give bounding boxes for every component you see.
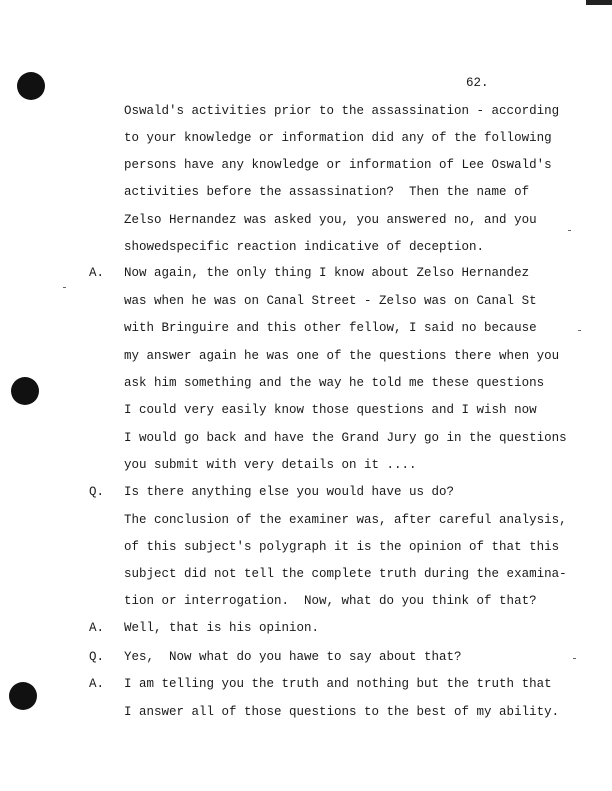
transcript-line: Zelso Hernandez was asked you, you answered no, and you (124, 213, 537, 227)
punch-hole-top (17, 72, 45, 100)
speaker-label: A. (89, 266, 105, 280)
speaker-label: A. (89, 621, 105, 635)
transcript-line: subject did not tell the complete truth during the examina- (124, 567, 567, 581)
transcript-line: Yes, Now what do you hawe to say about that? (124, 650, 462, 664)
page-number: 62. (466, 76, 489, 90)
speaker-label: A. (89, 677, 105, 691)
punch-hole-middle (11, 377, 39, 405)
punch-hole-bottom (9, 682, 37, 710)
scan-corner-mark (586, 0, 612, 5)
scan-speck (568, 230, 571, 231)
transcript-line: I would go back and have the Grand Jury go in the questions (124, 431, 567, 445)
speaker-label: Q. (89, 485, 105, 499)
transcript-line: with Bringuire and this other fellow, I said no because (124, 321, 537, 335)
scan-speck (578, 330, 581, 331)
transcript-line: tion or interrogation. Now, what do you think of that? (124, 594, 537, 608)
transcript-line: Well, that is his opinion. (124, 621, 320, 635)
transcript-line: activities before the assassination? Then the name of (124, 185, 530, 199)
transcript-line: was when he was on Canal Street - Zelso was on Canal St (124, 294, 537, 308)
speaker-label: Q. (89, 650, 105, 664)
transcript-line: I could very easily know those questions and I wish now (124, 403, 537, 417)
transcript-line: ask him something and the way he told me these questions (124, 376, 545, 390)
transcript-line: my answer again he was one of the questions there when you (124, 349, 560, 363)
transcript-line: Oswald's activities prior to the assassination - according (124, 104, 560, 118)
transcript-line: persons have any knowledge or information of Lee Oswald's (124, 158, 552, 172)
transcript-line: I answer all of those questions to the best of my ability. (124, 705, 560, 719)
transcript-line: you submit with very details on it .... (124, 458, 417, 472)
transcript-line: of this subject's polygraph it is the opinion of that this (124, 540, 560, 554)
scan-speck (573, 658, 576, 659)
scan-speck (63, 287, 66, 288)
transcript-line: The conclusion of the examiner was, after careful analysis, (124, 513, 567, 527)
transcript-line: I am telling you the truth and nothing but the truth that (124, 677, 552, 691)
transcript-line: Now again, the only thing I know about Zelso Hernandez (124, 266, 530, 280)
transcript-line: Is there anything else you would have us do? (124, 485, 455, 499)
transcript-line: to your knowledge or information did any of the following (124, 131, 552, 145)
transcript-line: showedspecific reaction indicative of deception. (124, 240, 485, 254)
